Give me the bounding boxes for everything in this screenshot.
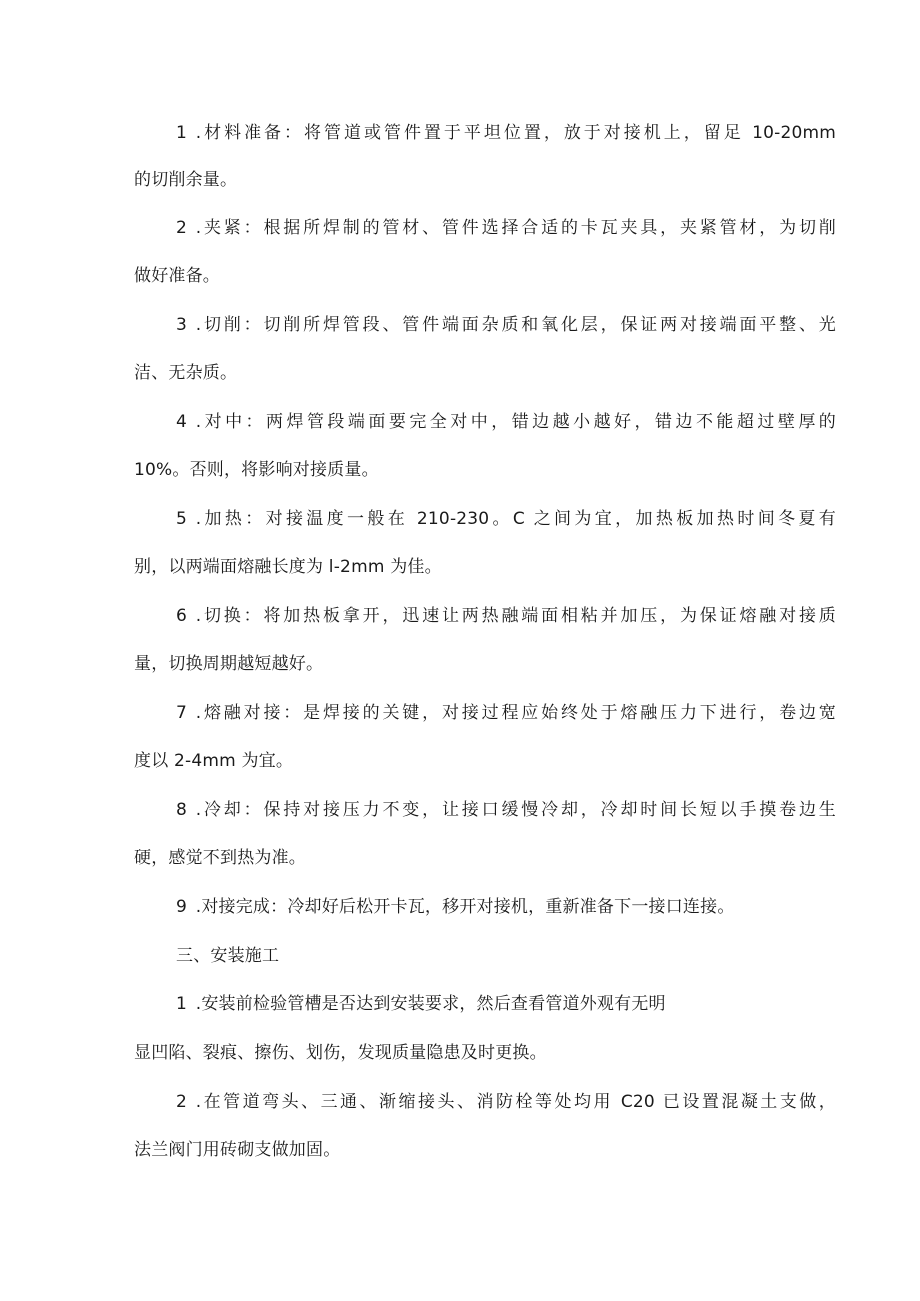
section-heading-installation: 三、安装施工 <box>176 946 280 966</box>
paragraph-completion-line-1: 9 .对接完成：冷却好后松开卡瓦，移开对接机，重新准备下一接口连接。 <box>176 897 735 917</box>
paragraph-cutting-line-1: 3 .切削：切削所焊管段、管件端面杂质和氧化层，保证两对接端面平整、光 <box>176 315 836 335</box>
paragraph-heating-line-2: 别，以两端面熔融长度为 l-2mm 为佳。 <box>134 557 442 577</box>
paragraph-install-check-line-1: 1 .安装前检验管槽是否达到安装要求，然后查看管道外观有无明 <box>176 994 666 1014</box>
paragraph-install-support-line-1: 2 .在管道弯头、三通、渐缩接头、消防栓等处均用 C20 已设置混凝土支做， <box>176 1092 836 1112</box>
paragraph-clamping-line-2: 做好准备。 <box>134 266 220 286</box>
paragraph-material-prep-line-1: 1 .材料准备：将管道或管件置于平坦位置，放于对接机上，留足 10-20mm <box>176 123 836 143</box>
paragraph-alignment-line-2: 10%。否则，将影响对接质量。 <box>134 460 379 480</box>
paragraph-switching-line-2: 量，切换周期越短越好。 <box>134 654 324 674</box>
paragraph-alignment-line-1: 4 .对中：两焊管段端面要完全对中，错边越小越好，错边不能超过壁厚的 <box>176 412 836 432</box>
paragraph-material-prep-line-2: 的切削余量。 <box>134 170 238 190</box>
paragraph-cooling-line-1: 8 .冷却：保持对接压力不变，让接口缓慢冷却，冷却时间长短以手摸卷边生 <box>176 800 836 820</box>
paragraph-clamping-line-1: 2 .夹紧：根据所焊制的管材、管件选择合适的卡瓦夹具，夹紧管材，为切削 <box>176 218 836 238</box>
paragraph-heating-line-1: 5 .加热：对接温度一般在 210-230。C 之间为宜，加热板加热时间冬夏有 <box>176 509 836 529</box>
paragraph-switching-line-1: 6 .切换：将加热板拿开，迅速让两热融端面相粘并加压，为保证熔融对接质 <box>176 606 836 626</box>
paragraph-fusion-line-1: 7 .熔融对接：是焊接的关键，对接过程应始终处于熔融压力下进行，卷边宽 <box>176 703 836 723</box>
paragraph-cutting-line-2: 洁、无杂质。 <box>134 363 238 383</box>
paragraph-install-support-line-2: 法兰阀门用砖砌支做加固。 <box>134 1140 341 1160</box>
paragraph-fusion-line-2: 度以 2-4mm 为宜。 <box>134 751 294 771</box>
paragraph-cooling-line-2: 硬，感觉不到热为准。 <box>134 848 306 868</box>
paragraph-install-check-line-2: 显凹陷、裂痕、擦伤、划伤，发现质量隐患及时更换。 <box>134 1043 547 1063</box>
